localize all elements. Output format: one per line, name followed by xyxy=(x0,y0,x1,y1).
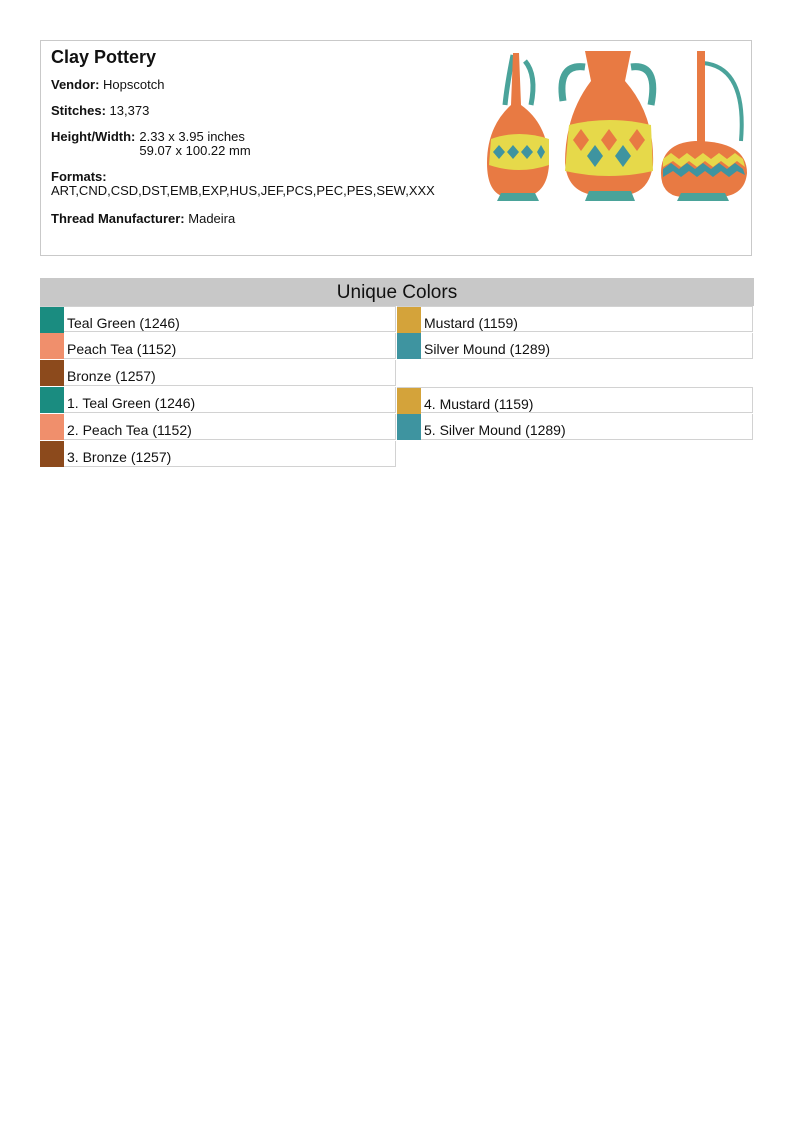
color-swatch xyxy=(40,360,64,386)
stitches-label: Stitches: xyxy=(51,103,106,118)
stitches-row xyxy=(51,104,481,118)
formats-value: ART,CND,CSD,DST,EMB,EXP,HUS,JEF,PCS,PEC,PES,SEW,XXX xyxy=(51,183,435,198)
thread-label: Thread Manufacturer: xyxy=(51,211,185,226)
sequence-item xyxy=(40,414,396,440)
thread-value: Madeira xyxy=(188,211,236,226)
color-item xyxy=(40,360,396,386)
thread-row xyxy=(51,212,481,226)
color-name: Peach Tea (1152) xyxy=(67,341,177,357)
vendor-row xyxy=(51,78,481,92)
color-swatch xyxy=(40,387,64,413)
formats-label: Formats: xyxy=(51,169,107,184)
color-swatch xyxy=(40,414,64,440)
color-item xyxy=(397,306,753,332)
vendor-value: Hopscotch xyxy=(103,77,165,92)
color-name: Silver Mound (1289) xyxy=(424,341,551,357)
sequence-name: 3. Bronze (1257) xyxy=(67,449,172,465)
color-swatch xyxy=(40,307,64,333)
design-info xyxy=(51,47,481,238)
vase-left xyxy=(487,53,549,201)
color-item xyxy=(40,306,396,332)
color-name: Bronze (1257) xyxy=(67,368,156,384)
color-swatch xyxy=(397,333,421,359)
size-inches: 2.33 x 3.95 inches xyxy=(139,129,245,144)
size-label: Height/Width: xyxy=(51,129,136,144)
size-values xyxy=(139,130,250,158)
vase-middle xyxy=(562,51,653,201)
pottery-design-image xyxy=(485,45,749,205)
sequence-name: 1. Teal Green (1246) xyxy=(67,395,196,411)
vendor-label: Vendor: xyxy=(51,77,100,92)
sequence-item xyxy=(40,441,396,467)
color-swatch xyxy=(40,441,64,467)
sequence-item xyxy=(40,387,396,413)
color-swatch xyxy=(397,307,421,333)
sequence-item xyxy=(397,387,753,413)
sequence-name: 4. Mustard (1159) xyxy=(424,396,534,412)
sequence-item xyxy=(397,414,753,440)
color-swatch xyxy=(397,388,421,414)
vase-right xyxy=(661,51,747,201)
color-swatch xyxy=(40,333,64,359)
unique-colors-header: Unique Colors xyxy=(40,278,754,306)
size-row xyxy=(51,130,481,158)
color-item xyxy=(397,333,753,359)
design-info-box xyxy=(40,40,752,256)
color-item xyxy=(40,333,396,359)
color-name: Mustard (1159) xyxy=(424,315,518,331)
color-name: Teal Green (1246) xyxy=(67,315,180,331)
sequence-name: 2. Peach Tea (1152) xyxy=(67,422,192,438)
formats-row xyxy=(51,170,481,198)
design-title: Clay Pottery xyxy=(51,47,157,67)
color-swatch xyxy=(397,414,421,440)
sequence-name: 5. Silver Mound (1289) xyxy=(424,422,566,438)
stitches-value: 13,373 xyxy=(109,103,150,118)
size-mm: 59.07 x 100.22 mm xyxy=(139,143,251,158)
